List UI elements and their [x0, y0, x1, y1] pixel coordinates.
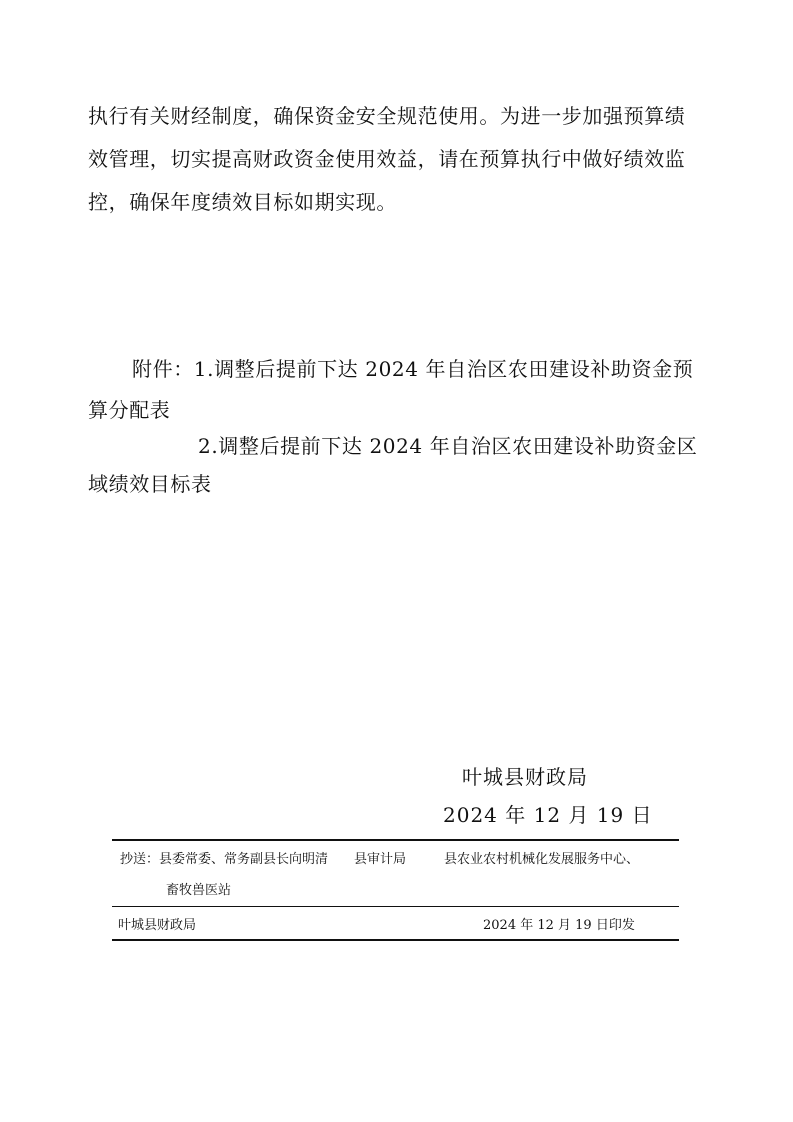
footer-middle-rule	[112, 906, 679, 907]
issuer-organization: 叶城县财政局	[118, 918, 197, 933]
attachment-2-line-2: 域绩效目标表	[88, 472, 212, 496]
cc-list-line-1	[120, 850, 639, 870]
body-text-line-3: 控，确保年度绩效目标如期实现。	[88, 190, 397, 214]
attachment-1-line-1: 附件：1.调整后提前下达 2024 年自治区农田建设补助资金预	[132, 357, 694, 381]
signature-date: 2024 年 12 月 19 日	[443, 803, 653, 827]
body-text-line-1: 执行有关财经制度，确保资金安全规范使用。为进一步加强预算绩	[88, 104, 686, 128]
attachment-2-line-1: 2.调整后提前下达 2024 年自治区农田建设补助资金区	[198, 434, 698, 458]
attachment-1-line-2: 算分配表	[88, 398, 171, 422]
print-date: 2024 年 12 月 19 日印发	[483, 918, 635, 933]
footer-top-rule	[112, 839, 679, 841]
cc-recipient-2: 县审计局	[354, 852, 407, 867]
body-text-line-2: 效管理，切实提高财政资金使用效益，请在预算执行中做好绩效监	[88, 147, 686, 171]
signature-organization: 叶城县财政局	[462, 765, 588, 789]
cc-recipient-3: 县农业农村机械化发展服务中心、	[444, 852, 640, 867]
cc-recipient-4: 畜牧兽医站	[166, 883, 232, 898]
footer-bottom-rule	[112, 939, 679, 941]
cc-recipient-1: 抄送：县委常委、常务副县长向明清	[120, 852, 329, 867]
